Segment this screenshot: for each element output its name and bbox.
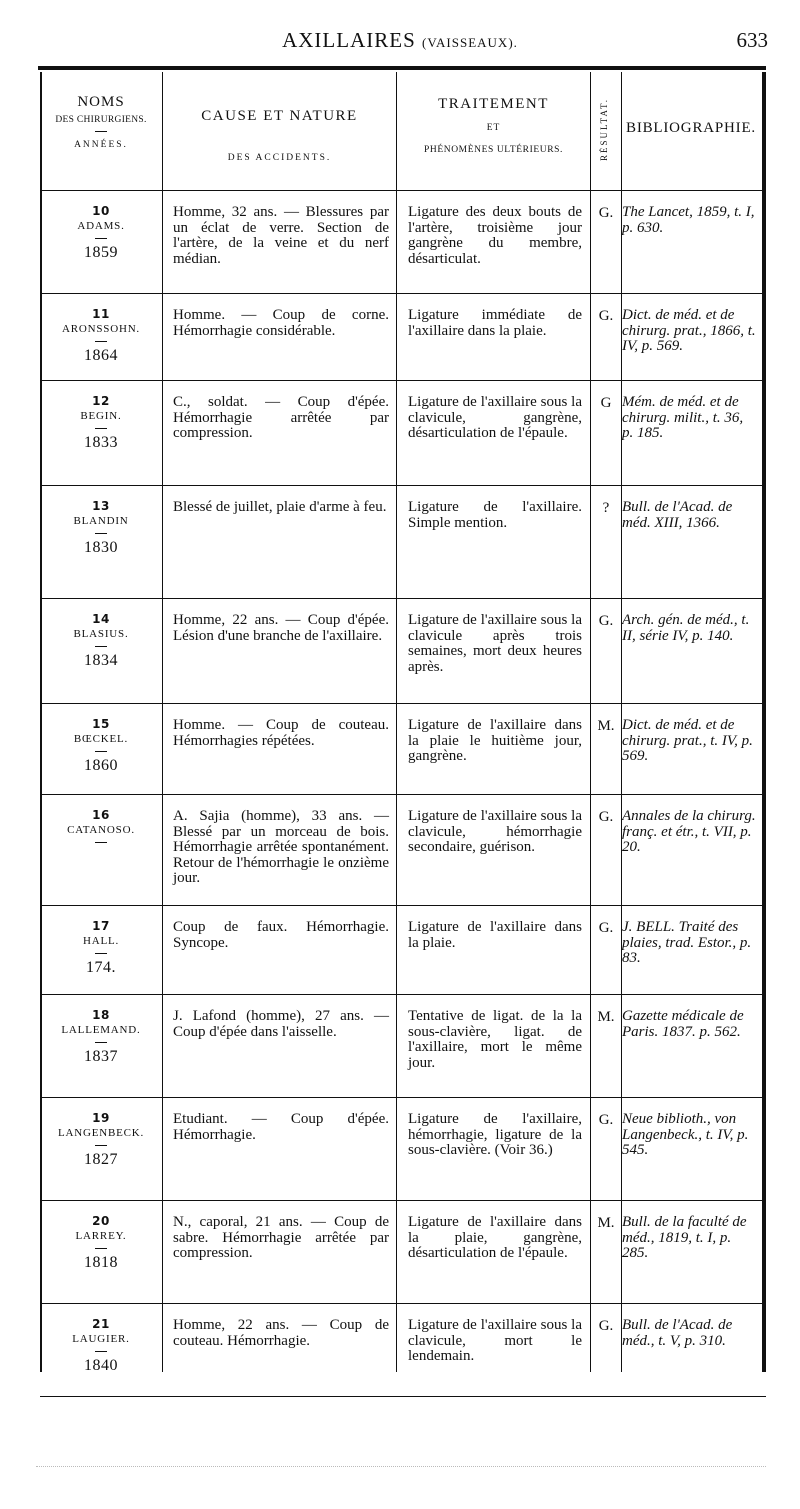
cell-resultat: [591, 1201, 621, 1232]
title-main: AXILLAIRES: [282, 28, 416, 52]
cell-bibliographie: [622, 599, 756, 644]
name-dash: [95, 751, 107, 752]
cell-resultat: [591, 906, 621, 937]
cell-resultat: [591, 1098, 621, 1129]
surgeon-name: LANGENBECK.: [57, 1127, 145, 1139]
header-traitement-subtitle: PHÉNOMÈNES ULTÉRIEURS.: [424, 145, 563, 155]
table-row: [40, 294, 766, 381]
surgeon-name: LARREY.: [75, 1230, 127, 1242]
cell-surgeon: [40, 599, 162, 670]
header-dash: [95, 131, 107, 132]
header-traitement: [397, 72, 590, 190]
case-number: 19: [92, 1111, 110, 1125]
surgeon-name: ARONSSOHN.: [62, 323, 140, 335]
surgeon-name: BLANDIN: [73, 515, 129, 527]
cell-traitement: [408, 704, 582, 765]
case-year: [40, 848, 162, 864]
cell-cause: [173, 191, 389, 267]
traitement-text: Ligature de l'axillaire sous la clavicule après trois semaines, mort deux heures après.: [408, 612, 582, 675]
case-year: 1837: [84, 1048, 118, 1065]
cell-traitement: [408, 294, 582, 339]
case-year: 1859: [84, 244, 118, 261]
bibliographie-text: Bull. de la faculté de méd., 1819, t. I, p. 285.: [622, 1214, 747, 1261]
cell-traitement: [408, 191, 582, 267]
header-noms-title: NOMS: [77, 94, 125, 110]
bibliographie-text: J. BELL. Traité des plaies, trad. Estor., p. 83.: [622, 919, 752, 966]
case-number: 14: [92, 612, 110, 626]
cell-traitement: [408, 906, 582, 951]
cell-surgeon: [40, 995, 162, 1066]
cell-traitement: [408, 795, 582, 856]
cases-table: [40, 72, 766, 1397]
cell-resultat: [591, 704, 621, 735]
traitement-text: Ligature de l'axillaire, hémorrhagie, ligature de la sous-clavière. (Voir 36.): [408, 1111, 582, 1158]
traitement-text: Ligature de l'axillaire sous la clavicule, mort le lendemain.: [408, 1317, 582, 1364]
name-dash: [95, 842, 107, 843]
traitement-text: Ligature de l'axillaire dans la plaie le huitième jour, gangrène.: [408, 717, 582, 764]
cell-traitement: [408, 381, 582, 442]
cell-bibliographie: [622, 1201, 756, 1262]
cell-surgeon: [40, 1098, 162, 1169]
cell-cause: [173, 1201, 389, 1262]
surgeon-name: BLASIUS.: [73, 628, 129, 640]
traitement-text: Ligature de l'axillaire sous la clavicule, gangrène, désarticulation de l'épaule.: [408, 394, 582, 441]
page-number: 633: [736, 28, 768, 52]
table-row: [40, 486, 766, 599]
cause-text: Coup de faux. Hémorrhagie. Syncope.: [173, 919, 389, 951]
bibliographie-text: Dict. de méd. et de chirurg. prat., 1866, t. IV, p. 569.: [622, 307, 756, 354]
resultat-text: M.: [597, 1215, 615, 1231]
table-row: [40, 704, 766, 795]
cause-text: Homme, 22 ans. — Coup de couteau. Hémorrhagie.: [173, 1317, 389, 1349]
resultat-text: ?: [602, 500, 610, 516]
cause-text: Homme, 22 ans. — Coup d'épée. Lésion d'une branche de l'axillaire.: [173, 612, 389, 644]
name-dash: [95, 646, 107, 647]
name-dash: [95, 1248, 107, 1249]
case-year: 174.: [86, 959, 116, 976]
surgeon-name: BŒCKEL.: [73, 733, 129, 745]
header-annees: ANNÉES.: [74, 140, 128, 150]
cell-cause: [173, 294, 389, 339]
header-cause-subtitle: DES ACCIDENTS.: [227, 153, 332, 163]
cell-bibliographie: [622, 381, 756, 442]
cell-traitement: [408, 1201, 582, 1262]
header-resultat: [591, 72, 621, 190]
cell-surgeon: [40, 795, 162, 864]
cell-surgeon: [40, 381, 162, 452]
case-year: 1840: [84, 1357, 118, 1374]
case-year: 1834: [84, 652, 118, 669]
cause-text: C., soldat. — Coup d'épée. Hémorrhagie arrêtée par compression.: [173, 394, 389, 441]
cell-bibliographie: [622, 1304, 756, 1349]
bibliographie-text: Bull. de l'Acad. de méd. XIII, 1366.: [622, 499, 733, 531]
header-cause-title: CAUSE ET NATURE: [201, 108, 358, 124]
cell-bibliographie: [622, 906, 756, 967]
table-row: [40, 995, 766, 1098]
surgeon-name: ADAMS.: [77, 220, 125, 232]
cause-text: Etudiant. — Coup d'épée. Hémorrhagie.: [173, 1111, 389, 1143]
cell-surgeon: [40, 486, 162, 557]
resultat-text: G.: [598, 613, 614, 629]
surgeon-name: HALL.: [82, 935, 120, 947]
case-number: 13: [92, 499, 110, 513]
cell-surgeon: [40, 1304, 162, 1375]
case-year: 1830: [84, 539, 118, 556]
case-number: 20: [92, 1214, 110, 1228]
header-bibliographie-title: BIBLIOGRAPHIE.: [626, 120, 756, 136]
cause-text: Blessé de juillet, plaie d'arme à feu.: [173, 499, 387, 515]
case-number: 16: [92, 808, 110, 822]
title-sub: (VAISSEAUX).: [422, 35, 518, 50]
name-dash: [95, 428, 107, 429]
cause-text: J. Lafond (homme), 27 ans. — Coup d'épée dans l'aisselle.: [173, 1008, 389, 1040]
case-number: 11: [92, 307, 110, 321]
resultat-text: M.: [597, 1009, 615, 1025]
resultat-text: G.: [598, 920, 614, 936]
cell-surgeon: [40, 191, 162, 262]
cause-text: Homme. — Coup de couteau. Hémorrhagies répétées.: [173, 717, 389, 749]
table-header: [40, 72, 766, 191]
cell-bibliographie: [622, 486, 756, 531]
cell-resultat: [591, 191, 621, 222]
cell-traitement: [408, 1098, 582, 1159]
cell-resultat: [591, 1304, 621, 1335]
cell-cause: [173, 1098, 389, 1143]
header-noms: [40, 72, 162, 190]
cell-bibliographie: [622, 191, 756, 236]
bibliographie-text: Mém. de méd. et de chirurg. milit., t. 36, p. 185.: [622, 394, 744, 441]
cause-text: A. Sajia (homme), 33 ans. — Blessé par un morceau de bois. Hémorrhagie arrêtée spontanément. Retour de l'hémorrhagie le onzième jour.: [173, 808, 389, 886]
name-dash: [95, 1351, 107, 1352]
traitement-text: Ligature immédiate de l'axillaire dans la plaie.: [408, 307, 582, 339]
header-cause: [163, 72, 396, 190]
surgeon-name: CATANOSO.: [67, 824, 135, 836]
header-traitement-et: ET: [486, 123, 501, 133]
cause-text: N., caporal, 21 ans. — Coup de sabre. Hémorrhagie arrêtée par compression.: [173, 1214, 389, 1261]
cell-surgeon: [40, 294, 162, 365]
traitement-text: Tentative de ligat. de la la sous-clavière, ligat. de l'axillaire, mort le même jour.: [408, 1008, 582, 1071]
header-resultat-label: RÉSULTAT.: [599, 97, 609, 161]
table-row: [40, 381, 766, 486]
bibliographie-text: Gazette médicale de Paris. 1837. p. 562.: [622, 1008, 744, 1040]
cell-surgeon: [40, 704, 162, 775]
table-row: [40, 1098, 766, 1201]
resultat-text: G.: [598, 205, 614, 221]
case-number: 10: [92, 204, 110, 218]
cell-bibliographie: [622, 704, 756, 765]
cell-cause: [173, 795, 389, 887]
table-body: [40, 191, 766, 1397]
traitement-text: Ligature de l'axillaire sous la clavicule, hémorrhagie secondaire, guérison.: [408, 808, 582, 855]
bibliographie-text: The Lancet, 1859, t. I, p. 630.: [622, 204, 755, 236]
cell-cause: [173, 704, 389, 749]
traitement-text: Ligature de l'axillaire dans la plaie.: [408, 919, 582, 951]
cell-traitement: [408, 599, 582, 675]
cell-cause: [173, 599, 389, 644]
case-year: 1864: [84, 347, 118, 364]
cell-cause: [173, 1304, 389, 1349]
cell-resultat: [591, 486, 621, 517]
table-row: [40, 191, 766, 294]
bibliographie-text: Dict. de méd. et de chirurg. prat., t. IV, p. 569.: [622, 717, 753, 764]
name-dash: [95, 238, 107, 239]
cell-surgeon: [40, 1201, 162, 1272]
resultat-text: G: [600, 395, 612, 411]
table-row: [40, 599, 766, 704]
table-row: [40, 795, 766, 906]
resultat-text: M.: [597, 718, 615, 734]
surgeon-name: BEGIN.: [80, 410, 122, 422]
cell-resultat: [591, 381, 621, 412]
name-dash: [95, 1042, 107, 1043]
table-row: [40, 906, 766, 995]
header-noms-subtitle: DES CHIRURGIENS.: [55, 115, 147, 125]
case-number: 15: [92, 717, 110, 731]
bibliographie-text: Arch. gén. de méd., t. II, série IV, p. 140.: [622, 612, 750, 644]
cell-resultat: [591, 599, 621, 630]
cell-bibliographie: [622, 995, 756, 1040]
cell-traitement: [408, 486, 582, 531]
header-bibliographie: [622, 72, 760, 190]
traitement-text: Ligature des deux bouts de l'artère, troisième jour gangrène du membre, désarticulat.: [408, 204, 582, 267]
cell-traitement: [408, 1304, 582, 1365]
case-year: 1833: [84, 434, 118, 451]
name-dash: [95, 341, 107, 342]
top-rule: [38, 66, 766, 70]
case-year: 1818: [84, 1254, 118, 1271]
header-traitement-title: TRAITEMENT: [438, 96, 549, 112]
page-title: [0, 28, 800, 53]
cell-surgeon: [40, 906, 162, 977]
cause-text: Homme. — Coup de corne. Hémorrhagie considérable.: [173, 307, 389, 339]
cell-cause: [173, 906, 389, 951]
cell-resultat: [591, 795, 621, 826]
resultat-text: G.: [598, 809, 614, 825]
cell-bibliographie: [622, 1098, 756, 1159]
bibliographie-text: Annales de la chirurg. franç. et étr., t. VII, p. 20.: [622, 808, 756, 855]
case-number: 17: [92, 919, 110, 933]
cell-bibliographie: [622, 795, 756, 856]
cell-resultat: [591, 294, 621, 325]
traitement-text: Ligature de l'axillaire. Simple mention.: [408, 499, 582, 531]
table-row: [40, 1304, 766, 1397]
cell-bibliographie: [622, 294, 756, 355]
surgeon-name: LALLEMAND.: [61, 1024, 141, 1036]
case-number: 21: [92, 1317, 110, 1331]
bibliographie-text: Bull. de l'Acad. de méd., t. V, p. 310.: [622, 1317, 733, 1349]
surgeon-name: LAUGIER.: [72, 1333, 130, 1345]
cell-cause: [173, 995, 389, 1040]
case-year: 1827: [84, 1151, 118, 1168]
footer-rule: [36, 1466, 766, 1470]
case-year: 1860: [84, 757, 118, 774]
name-dash: [95, 1145, 107, 1146]
cell-resultat: [591, 995, 621, 1026]
name-dash: [95, 533, 107, 534]
cell-cause: [173, 381, 389, 442]
case-number: 18: [92, 1008, 110, 1022]
case-number: 12: [92, 394, 110, 408]
table-row: [40, 1201, 766, 1304]
bibliographie-text: Neue biblioth., von Langenbeck., t. IV, p. 545.: [622, 1111, 749, 1158]
traitement-text: Ligature de l'axillaire dans la plaie, gangrène, désarticulation de l'épaule.: [408, 1214, 582, 1261]
resultat-text: G.: [598, 1112, 614, 1128]
resultat-text: G.: [598, 1318, 614, 1334]
running-head: [0, 28, 800, 62]
cause-text: Homme, 32 ans. — Blessures par un éclat de verre. Section de l'artère, de la veine et du nerf médian.: [173, 204, 389, 267]
cell-cause: [173, 486, 389, 516]
cell-traitement: [408, 995, 582, 1071]
name-dash: [95, 953, 107, 954]
resultat-text: G.: [598, 308, 614, 324]
